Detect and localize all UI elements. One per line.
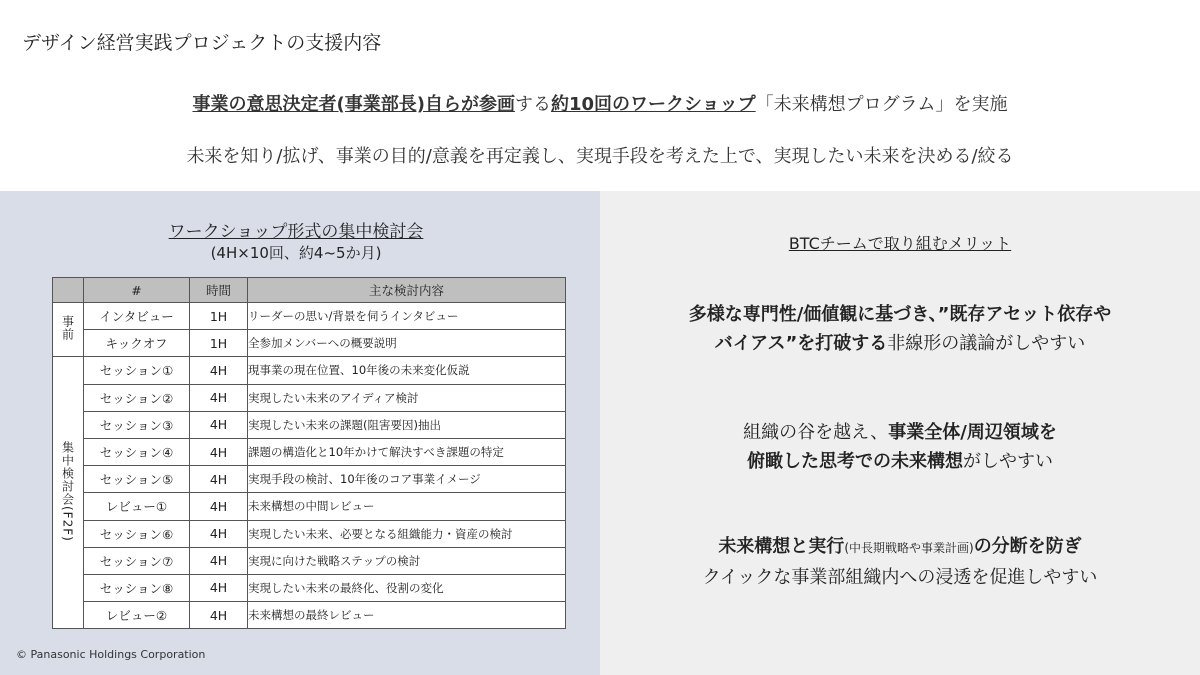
- row-time: 1H: [190, 303, 248, 330]
- workshop-subtitle: (4H×10回、約4~5か月): [210, 244, 382, 262]
- table-row: [53, 384, 566, 411]
- row-content: 未来構想の最終レビュー: [248, 602, 566, 629]
- table-row: [53, 411, 566, 438]
- table-row: [53, 357, 566, 384]
- table-row: [53, 493, 566, 520]
- page-title: デザイン経営実践プロジェクトの支援内容: [22, 32, 382, 54]
- table-header-blank: [53, 278, 84, 303]
- row-content: 実現したい未来の課題(阻害要因)抽出: [248, 411, 566, 438]
- merit-2-line1-b: 事業全体/周辺領域を: [888, 422, 1057, 443]
- row-time: 1H: [190, 330, 248, 357]
- merit-3-line2: クイックな事業部組織内への浸透を促進しやすい: [702, 567, 1098, 588]
- merit-3-line1-b: の分断を防ぎ: [973, 536, 1082, 557]
- row-content: リーダーの思い/背景を伺うインタビュー: [248, 303, 566, 330]
- row-content: 現事業の現在位置、10年後の未来変化仮説: [248, 357, 566, 384]
- row-content: 全参加メンバーへの概要説明: [248, 330, 566, 357]
- row-time: 4H: [190, 411, 248, 438]
- merit-1-line2-bold: バイアス”を打破する: [714, 333, 888, 354]
- table-row: [53, 466, 566, 493]
- merit-2-line2-rest: がしやすい: [963, 451, 1053, 472]
- headline-decision-maker: 事業の意思決定者(事業部長)自らが参画: [192, 94, 515, 115]
- row-name: セッション⑥: [84, 520, 190, 547]
- table-row: [53, 303, 566, 330]
- row-name: セッション②: [84, 384, 190, 411]
- row-time: 4H: [190, 547, 248, 574]
- table-row: [53, 438, 566, 465]
- merit-2-line2-bold: 俯瞰した思考での未来構想: [747, 451, 963, 472]
- row-content: 実現に向けた戦略ステップの検討: [248, 547, 566, 574]
- row-content: 実現手段の検討、10年後のコア事業イメージ: [248, 466, 566, 493]
- row-name: セッション⑤: [84, 466, 190, 493]
- merit-1: [600, 300, 1200, 358]
- group-label-pre: 事前: [53, 303, 84, 357]
- row-name: レビュー②: [84, 602, 190, 629]
- row-name: キックオフ: [84, 330, 190, 357]
- headline-connector: する: [514, 94, 551, 115]
- row-content: 実現したい未来のアイディア検討: [248, 384, 566, 411]
- merits-title: BTCチームで取り組むメリット: [788, 234, 1012, 253]
- row-name: レビュー①: [84, 493, 190, 520]
- merit-1-line2-rest: 非線形の議論がしやすい: [887, 333, 1086, 354]
- table-row: [53, 602, 566, 629]
- merit-1-line1: 多様な専門性/価値観に基づき、”既存アセット依存や: [688, 304, 1112, 325]
- row-time: 4H: [190, 574, 248, 601]
- table-header-name: #: [84, 278, 190, 303]
- merit-2-line1-a: 組織の谷を越え、: [743, 422, 889, 443]
- row-time: 4H: [190, 520, 248, 547]
- row-content: 課題の構造化と10年かけて解決すべき課題の特定: [248, 438, 566, 465]
- row-name: セッション⑦: [84, 547, 190, 574]
- headline-workshop-count: 約10回のワークショップ: [550, 94, 756, 115]
- copyright: © Panasonic Holdings Corporation: [16, 648, 206, 661]
- headline-program: 「未来構想プログラム」を実施: [755, 94, 1008, 115]
- headline: [0, 90, 1200, 116]
- row-time: 4H: [190, 602, 248, 629]
- row-content: 未来構想の中間レビュー: [248, 493, 566, 520]
- row-time: 4H: [190, 384, 248, 411]
- row-name: インタビュー: [84, 303, 190, 330]
- subline: 未来を知り/拡げ、事業の目的/意義を再定義し、実現手段を考えた上で、実現したい未来を決める/絞る: [186, 146, 1014, 167]
- table-row: [53, 574, 566, 601]
- row-time: 4H: [190, 466, 248, 493]
- merit-3: [600, 532, 1200, 592]
- group-label-intensive: 集中検討会(F2F): [53, 357, 84, 629]
- table-row: [53, 330, 566, 357]
- schedule-table: [52, 277, 566, 629]
- row-name: セッション③: [84, 411, 190, 438]
- table-header-row: [53, 278, 566, 303]
- row-content: 実現したい未来、必要となる組織能力・資産の検討: [248, 520, 566, 547]
- merit-3-line1-a: 未来構想と実行: [718, 536, 845, 557]
- row-name: セッション①: [84, 357, 190, 384]
- table-header-time: 時間: [190, 278, 248, 303]
- row-content: 実現したい未来の最終化、役割の変化: [248, 574, 566, 601]
- table-header-content: 主な検討内容: [248, 278, 566, 303]
- merit-3-line1-small: (中長期戦略や事業計画): [844, 541, 974, 555]
- row-time: 4H: [190, 357, 248, 384]
- row-time: 4H: [190, 493, 248, 520]
- row-time: 4H: [190, 438, 248, 465]
- table-row: [53, 547, 566, 574]
- merit-2: [600, 418, 1200, 476]
- workshop-title: ワークショップ形式の集中検討会: [168, 222, 424, 242]
- table-row: [53, 520, 566, 547]
- row-name: セッション⑧: [84, 574, 190, 601]
- row-name: セッション④: [84, 438, 190, 465]
